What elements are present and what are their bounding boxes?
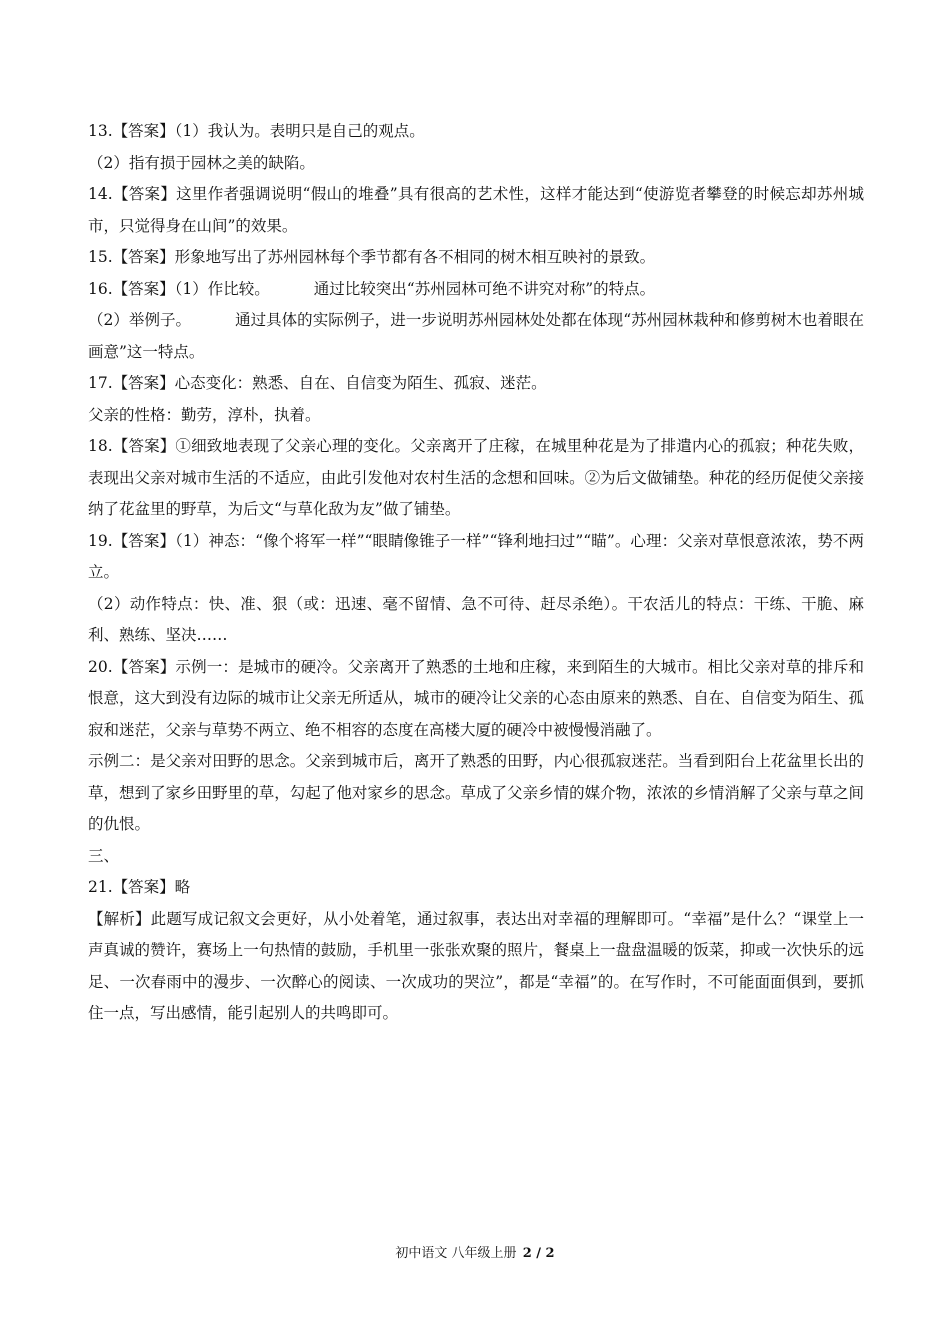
answer-16-effect: 通过比较突出“苏州园林可绝不讲究对称”的特点。 — [313, 279, 656, 298]
section-3-heading: 三、 — [88, 846, 120, 865]
answer-content — [88, 116, 864, 1030]
answer-20-part2: 示例二：是父亲对田野的思念。父亲到城市后，离开了熟悉的田野，内心很孤寂迷茫。当看到阳台上花盆里长出的草，想到了家乡田野里的草，勾起了他对家乡的思念。草成了父亲乡情的媒介物，浓浓的乡情消解了父亲与草之间的仇恨。 — [88, 752, 864, 833]
page-footer — [0, 1244, 950, 1264]
answer-19-part2: （2）动作特点：快、准、狠（或：迅速、毫不留情、急不可待、赶尽杀绝）。干农活儿的特点：干练、干脆、麻利、熟练、坚决…… — [88, 594, 864, 644]
footer-label: 初中语文 八年级上册 — [395, 1246, 517, 1261]
answer-13: 13.【答案】（1）我认为。表明只是自己的观点。 — [88, 122, 425, 140]
answer-16-part2 — [88, 305, 864, 368]
answer-14: 14.【答案】这里作者强调说明“假山的堆叠”具有很高的艺术性，这样才能达到“使游览者攀登的时候忘却苏州城市，只觉得身在山间”的效果。 — [88, 185, 864, 235]
answer-17-part2: 父亲的性格：勤劳，淳朴，执着。 — [88, 405, 321, 424]
answer-16-part2-effect: 通过具体的实际例子，进一步说明苏州园林处处都在体现“苏州园林栽种和修剪树木也着眼在画意”这一特点。 — [88, 311, 864, 361]
answer-13-part2: （2）指有损于园林之美的缺陷。 — [88, 153, 315, 172]
answer-15: 15.【答案】形象地写出了苏州园林每个季节都有各不相同的树木相互映衬的景致。 — [88, 248, 656, 266]
answer-16-part2-method: （2）举例子。 — [88, 311, 192, 329]
answer-21-analysis: 【解析】此题写成记叙文会更好，从小处着笔，通过叙事，表达出对幸福的理解即可。“幸福”是什么？“课堂上一声真诚的赞许，赛场上一句热情的鼓励，手机里一张张欢聚的照片，餐桌上一盘盘温暖的饭菜，抑或一次快乐的远足、一次春雨中的漫步、一次醉心的阅读、一次成功的哭泣”，都是“幸福”的。在写作时，不可能面面俱到，要抓住一点，写出感情，能引起别人的共鸣即可。 — [88, 909, 864, 1022]
answer-19: 19.【答案】（1）神态：“像个将军一样”“眼睛像锥子一样”“锋利地扫过”“瞄”。心理：父亲对草恨意浓浓，势不两立。 — [88, 531, 864, 581]
answer-17: 17.【答案】心态变化：熟悉、自在、自信变为陌生、孤寂、迷茫。 — [88, 374, 547, 392]
answer-20: 20.【答案】示例一：是城市的硬冷。父亲离开了熟悉的土地和庄稼，来到陌生的大城市。相比父亲对草的排斥和恨意，这大到没有边际的城市让父亲无所适从，城市的硬冷让父亲的心态由原来的熟悉、自在、自信变为陌生、孤寂和迷茫，父亲与草势不两立、绝不相容的态度在高楼大厦的硬冷中被慢慢消融了。 — [88, 657, 864, 739]
answer-16 — [88, 274, 864, 306]
page-number: 2 / 2 — [522, 1246, 555, 1261]
answer-16-method: 16.【答案】（1）作比较。 — [88, 279, 270, 298]
answer-18: 18.【答案】①细致地表现了父亲心理的变化。父亲离开了庄稼，在城里种花是为了排遣内心的孤寂；种花失败，表现出父亲对城市生活的不适应，由此引发他对农村生活的念想和回味。②为后文做铺垫。种花的经历促使父亲接纳了花盆里的野草，为后文“与草化敌为友”做了铺垫。 — [88, 437, 864, 518]
answer-21: 21.【答案】略 — [88, 878, 191, 896]
